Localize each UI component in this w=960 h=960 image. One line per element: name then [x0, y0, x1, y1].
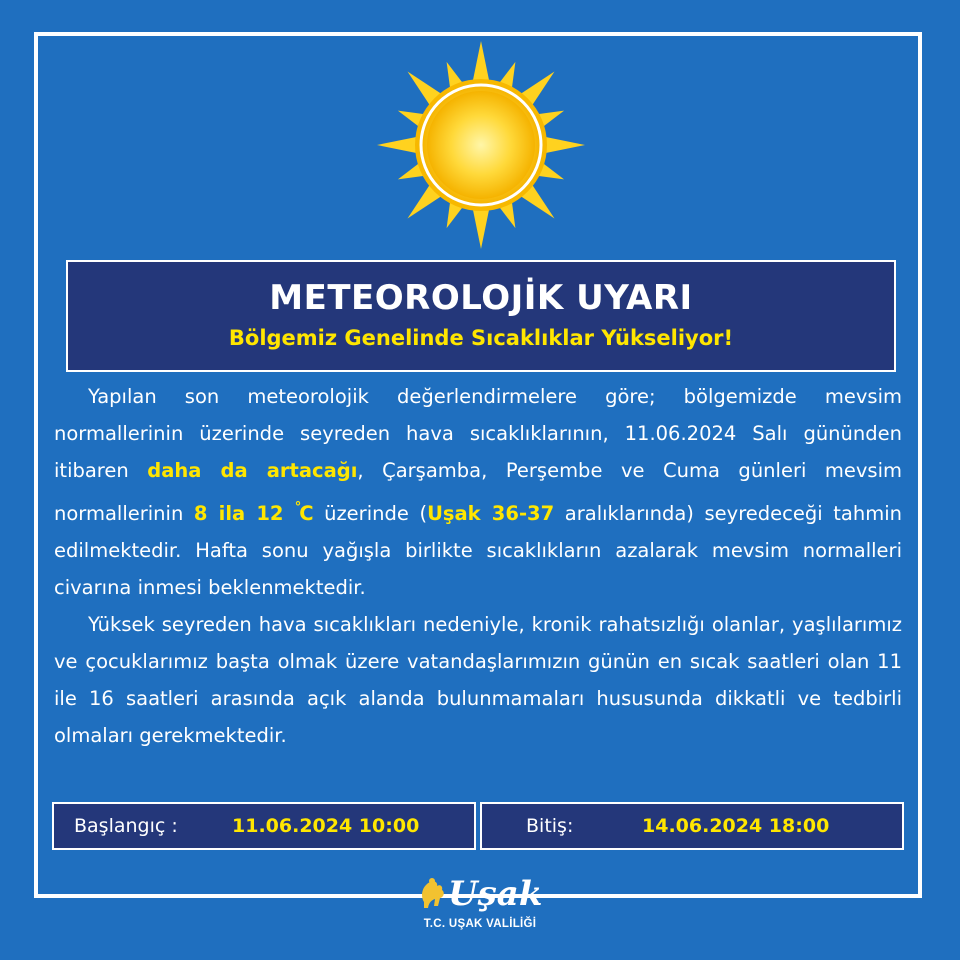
page-subtitle: Bölgemiz Genelinde Sıcaklıklar Yükseliyor!	[228, 326, 734, 350]
start-date-cell	[52, 802, 476, 850]
temperature-range: 8 ila 12	[193, 502, 284, 525]
alert-header	[66, 260, 896, 372]
text-span: Yapılan son meteorolojik değerlendirmelere göre; bölgemizde mevsim normallerinin üzerinde seyreden hava sıcaklıklarının, 11.06.2024 Salı gününden itibaren	[54, 385, 902, 482]
celsius-unit: C	[299, 502, 314, 525]
announcement-body	[54, 378, 902, 754]
text-span: aralıklarında) seyredeceği tahmin edilmektedir. Hafta sonu yağışla birlikte sıcaklıkların azalarak mevsim normalleri civarına inmesi beklenmektedir.	[54, 502, 902, 599]
sun-ray	[545, 137, 586, 154]
highlight-range	[194, 502, 314, 525]
logo-wordmark	[410, 872, 550, 916]
degree-symbol: °	[294, 500, 302, 515]
sun-ray	[473, 209, 490, 250]
start-date-value: 11.06.2024 10:00	[232, 815, 420, 837]
paragraph-1	[54, 378, 902, 606]
end-date-value: 14.06.2024 18:00	[642, 815, 830, 837]
logo-wordmark-text: Uşak	[448, 874, 543, 914]
end-date-label: Bitiş:	[526, 815, 574, 837]
sun-icon	[376, 40, 586, 250]
start-date-label: Başlangıç :	[74, 815, 178, 837]
horse-emblem-icon	[422, 878, 444, 908]
paragraph-2: Yüksek seyreden hava sıcaklıkları nedeniyle, kronik rahatsızlığı olanlar, yaşlılarımız ve çocuklarımız başta olmak üzere vatandaşlarımızın günün en sıcak saatleri olan 11 ile 16 saatleri arasında açık alanda bulunmamaları hususunda dikkatli ve tedbirli olmaları gerekmektedir.	[54, 613, 902, 747]
text-span: , Çarşamba, Perşembe ve Cuma günleri mevsim normallerinin	[54, 459, 903, 525]
highlight-increase: daha da artacağı	[147, 459, 358, 482]
sun-ray	[473, 41, 490, 82]
governorship-logo	[410, 872, 550, 942]
text-span: üzerinde (	[313, 502, 428, 525]
page-title: METEOROLOJİK UYARI	[269, 278, 693, 318]
sun-ray	[377, 137, 418, 154]
end-date-cell	[480, 802, 904, 850]
logo-caption: T.C. UŞAK VALİLİĞİ	[423, 918, 537, 930]
date-range	[52, 802, 904, 850]
highlight-usak-temp: Uşak 36-37	[427, 502, 555, 525]
